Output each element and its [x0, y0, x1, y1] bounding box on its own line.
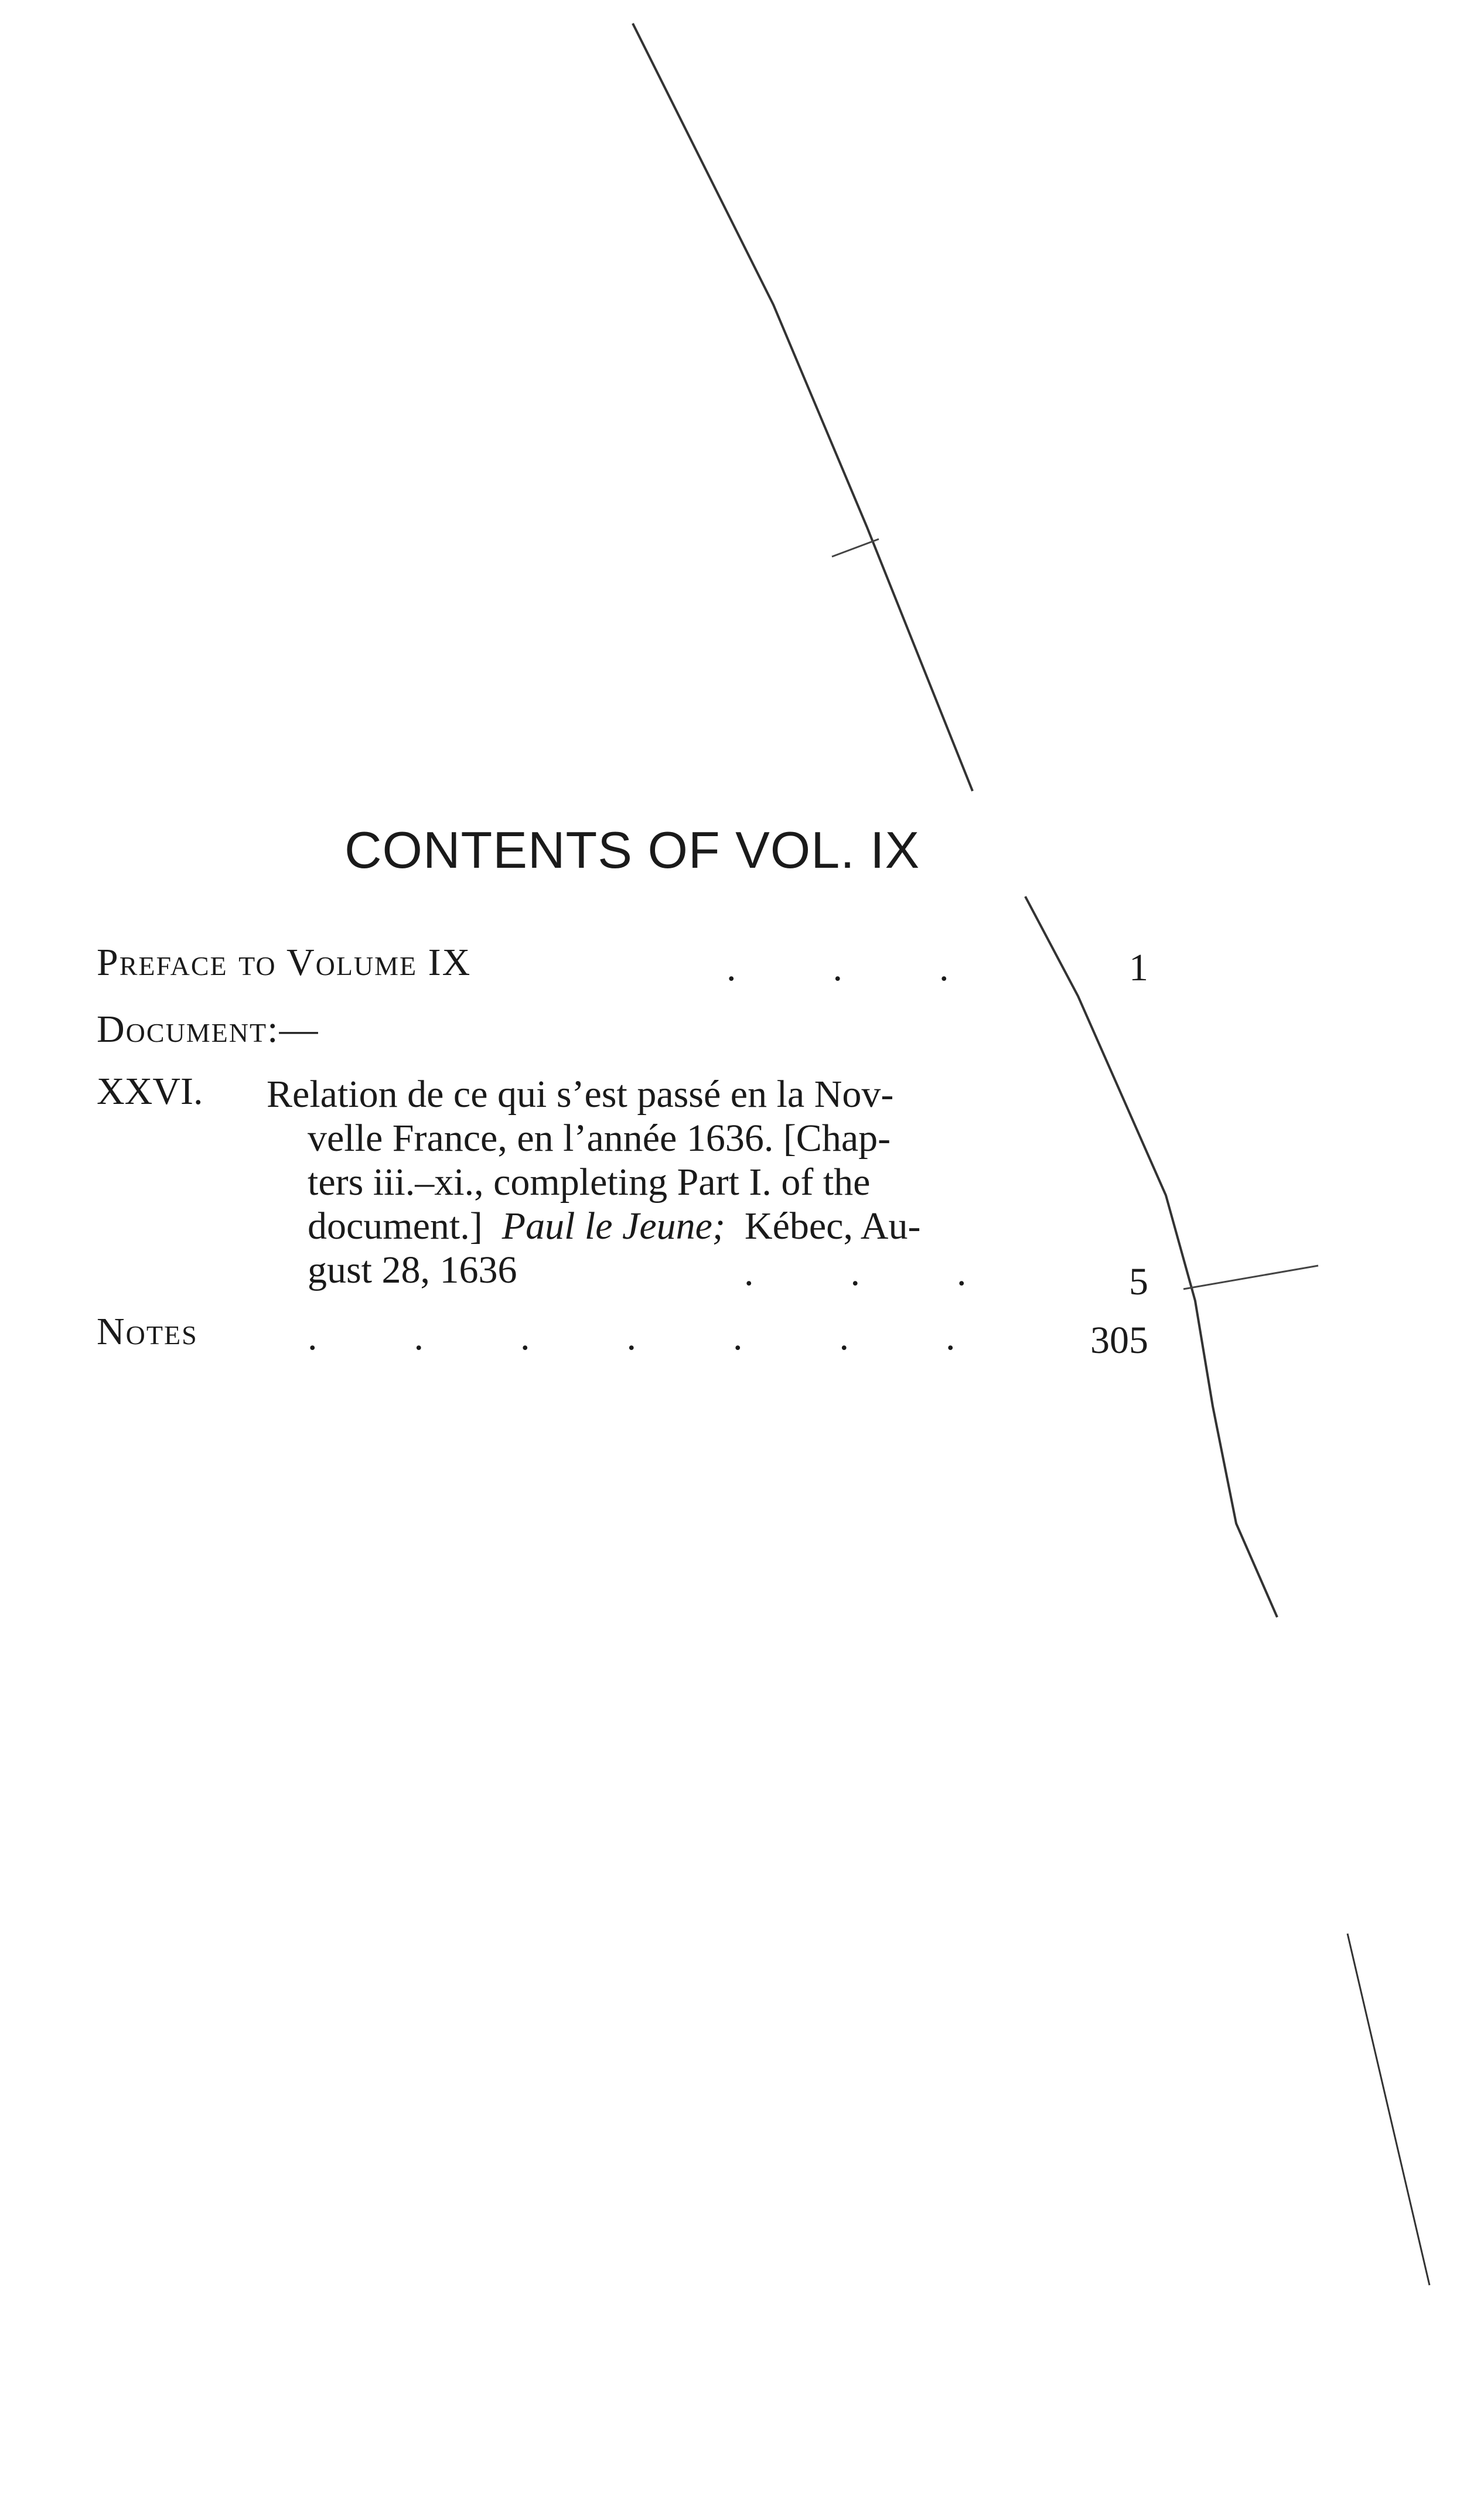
- document-number: XXVI.: [97, 1070, 203, 1113]
- document-place: Kébec, Au-: [744, 1205, 921, 1247]
- preface-leader-dots: . . .: [726, 946, 949, 989]
- page-title: CONTENTS OF VOL. IX: [344, 821, 920, 879]
- preface-entry-label: Preface to Volume IX: [97, 941, 472, 984]
- notes-entry-label: Notes: [97, 1310, 198, 1353]
- document-description-line: [308, 1204, 920, 1249]
- notes-page-number: 305: [1090, 1319, 1148, 1362]
- document-page-number: 5: [1129, 1260, 1148, 1303]
- document-description-line: velle France, en l’année 1636. [Chap-: [308, 1117, 891, 1160]
- notes-leader-dots: . . . . . . .: [308, 1315, 956, 1358]
- preface-page-number: 1: [1129, 946, 1148, 989]
- document-leader-dots: . . .: [744, 1251, 967, 1294]
- document-date-line: gust 28, 1636: [308, 1249, 517, 1291]
- document-author: Paul le Jeune;: [502, 1205, 725, 1247]
- document-description-line: ters iii.–xi., completing Part I. of the: [308, 1161, 871, 1204]
- document-description-line: Relation de ce qui s’est passé en la Nov-: [267, 1073, 894, 1116]
- document-heading: Document:—: [97, 1008, 319, 1051]
- document-description-tail: document.]: [308, 1205, 483, 1247]
